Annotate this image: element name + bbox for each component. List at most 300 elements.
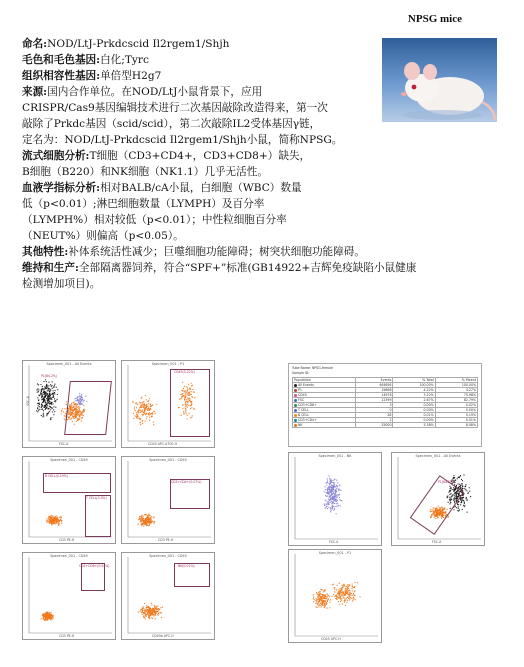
event-dot bbox=[53, 409, 54, 410]
event-dot bbox=[329, 496, 330, 497]
stat-total-cell: 100.00% bbox=[393, 383, 435, 388]
event-dot bbox=[141, 521, 142, 522]
event-dot bbox=[345, 591, 346, 592]
event-dot bbox=[336, 501, 337, 502]
event-dot bbox=[460, 486, 461, 487]
event-dot bbox=[462, 486, 463, 487]
event-dot bbox=[141, 518, 142, 519]
event-dot bbox=[136, 416, 137, 417]
event-dot bbox=[359, 596, 360, 597]
event-dot bbox=[158, 610, 159, 611]
event-dot bbox=[335, 494, 336, 495]
event-dot bbox=[42, 395, 43, 396]
event-dot bbox=[49, 612, 50, 613]
spec-coat: 毛色和毛色基因:白化;Tyrc bbox=[22, 54, 149, 66]
event-dot bbox=[43, 413, 44, 414]
event-dot bbox=[328, 503, 329, 504]
event-dot bbox=[143, 401, 144, 402]
event-dot bbox=[149, 617, 150, 618]
event-dot bbox=[149, 618, 150, 619]
gate-t-cell bbox=[85, 495, 111, 537]
event-dot bbox=[320, 591, 321, 592]
event-dot bbox=[51, 524, 52, 525]
event-dot bbox=[330, 508, 331, 509]
event-dot bbox=[140, 410, 141, 411]
population-color-icon bbox=[294, 409, 297, 412]
event-dot bbox=[323, 590, 324, 591]
event-dot bbox=[140, 412, 141, 413]
event-dot bbox=[53, 522, 54, 523]
event-dot bbox=[143, 414, 144, 415]
event-dot bbox=[42, 615, 43, 616]
event-dot bbox=[56, 387, 57, 388]
event-dot bbox=[51, 407, 52, 408]
event-dot bbox=[48, 400, 49, 401]
event-dot bbox=[146, 399, 147, 400]
event-dot bbox=[324, 504, 325, 505]
event-dot bbox=[460, 499, 461, 500]
event-dot bbox=[46, 414, 47, 415]
event-dot bbox=[342, 587, 343, 588]
event-dot bbox=[50, 418, 51, 419]
event-dot bbox=[351, 593, 352, 594]
stat-total-cell: 3.22% bbox=[393, 393, 435, 398]
plot-title: Specimen_001 - CD45 bbox=[50, 458, 88, 462]
event-dot bbox=[335, 486, 336, 487]
event-dot bbox=[139, 407, 140, 408]
event-dot bbox=[41, 618, 42, 619]
event-dot bbox=[330, 511, 331, 512]
event-dot bbox=[37, 411, 38, 412]
event-dot bbox=[149, 610, 150, 611]
x-axis-label: CD45 APC-H bbox=[321, 637, 341, 641]
event-dot bbox=[52, 617, 53, 618]
event-dot bbox=[146, 514, 147, 515]
event-dot bbox=[330, 507, 331, 508]
event-dot bbox=[326, 507, 327, 508]
event-dot bbox=[340, 588, 341, 589]
event-dot bbox=[55, 523, 56, 524]
event-dot bbox=[464, 503, 465, 504]
event-dot bbox=[48, 408, 49, 409]
event-dot bbox=[144, 610, 145, 611]
event-dot bbox=[150, 406, 151, 407]
event-dot bbox=[460, 498, 461, 499]
event-dot bbox=[142, 423, 143, 424]
event-dot bbox=[467, 499, 468, 500]
event-dot bbox=[328, 475, 329, 476]
event-dot bbox=[132, 401, 133, 402]
stat-parent-cell: 0.19% bbox=[435, 413, 477, 418]
event-dot bbox=[455, 506, 456, 507]
event-dot bbox=[149, 412, 150, 413]
x-axis-label: CD49b APC-H bbox=[152, 634, 174, 638]
event-dot bbox=[49, 403, 50, 404]
flow-plot-nk bbox=[121, 552, 215, 640]
event-dot bbox=[139, 419, 140, 420]
event-dot bbox=[41, 404, 42, 405]
event-dot bbox=[338, 495, 339, 496]
event-dot bbox=[153, 610, 154, 611]
event-dot bbox=[147, 517, 148, 518]
event-dot bbox=[338, 494, 339, 495]
gate-cd45 bbox=[170, 369, 210, 437]
event-dot bbox=[146, 518, 147, 519]
event-dot bbox=[337, 497, 338, 498]
event-dot bbox=[351, 595, 352, 596]
y-axis-label: SSC-A bbox=[25, 396, 30, 406]
event-dot bbox=[466, 498, 467, 499]
event-dot bbox=[142, 421, 143, 422]
event-dot bbox=[42, 402, 43, 403]
event-dot bbox=[38, 384, 39, 385]
event-dot bbox=[137, 404, 138, 405]
event-dot bbox=[336, 503, 337, 504]
event-dot bbox=[328, 487, 329, 488]
event-dot bbox=[57, 389, 58, 390]
event-dot bbox=[63, 411, 64, 412]
event-dot bbox=[316, 593, 317, 594]
event-dot bbox=[334, 588, 335, 589]
event-dot bbox=[136, 414, 137, 415]
event-dot bbox=[47, 611, 48, 612]
event-dot bbox=[46, 612, 47, 613]
event-dot bbox=[336, 488, 337, 489]
event-dot bbox=[137, 418, 138, 419]
event-dot bbox=[460, 504, 461, 505]
population-color-icon bbox=[294, 394, 297, 397]
population-name: CD3+CD8+ bbox=[298, 403, 317, 407]
event-dot bbox=[155, 608, 156, 609]
population-name: CD45 bbox=[298, 393, 307, 397]
event-dot bbox=[332, 505, 333, 506]
event-dot bbox=[145, 408, 146, 409]
event-dot bbox=[154, 605, 155, 606]
event-dot bbox=[325, 605, 326, 606]
event-dot bbox=[47, 386, 48, 387]
event-dot bbox=[461, 483, 462, 484]
event-dot bbox=[352, 590, 353, 591]
event-dot bbox=[341, 585, 342, 586]
event-dot bbox=[453, 509, 454, 510]
event-dot bbox=[142, 608, 143, 609]
event-dot bbox=[326, 492, 327, 493]
event-dot bbox=[151, 522, 152, 523]
event-dot bbox=[340, 490, 341, 491]
event-dot bbox=[153, 517, 154, 518]
event-dot bbox=[333, 501, 334, 502]
event-dot bbox=[339, 583, 340, 584]
event-dot bbox=[45, 394, 46, 395]
event-dot bbox=[322, 604, 323, 605]
event-dot bbox=[338, 505, 339, 506]
event-dot bbox=[317, 599, 318, 600]
event-dot bbox=[44, 398, 45, 399]
event-dot bbox=[332, 501, 333, 502]
event-dot bbox=[330, 483, 331, 484]
event-dot bbox=[58, 524, 59, 525]
population-name: P1 bbox=[298, 388, 302, 392]
event-dot bbox=[334, 508, 335, 509]
event-dot bbox=[141, 525, 142, 526]
event-dot bbox=[341, 588, 342, 589]
event-dot bbox=[335, 506, 336, 507]
event-dot bbox=[325, 508, 326, 509]
event-dot bbox=[345, 589, 346, 590]
event-dot bbox=[47, 520, 48, 521]
event-dot bbox=[61, 413, 62, 414]
event-dot bbox=[47, 620, 48, 621]
event-dot bbox=[61, 411, 62, 412]
event-dot bbox=[458, 483, 459, 484]
event-dot bbox=[135, 410, 136, 411]
event-dot bbox=[46, 384, 47, 385]
event-dot bbox=[144, 413, 145, 414]
flow-plot-cd45 bbox=[288, 549, 382, 643]
event-dot bbox=[347, 591, 348, 592]
stat-parent-cell: 82.79% bbox=[435, 398, 477, 403]
event-dot bbox=[50, 397, 51, 398]
event-dot bbox=[55, 407, 56, 408]
stat-total-cell: 2.67% bbox=[393, 398, 435, 403]
population-color-icon bbox=[294, 424, 297, 427]
population-name: CD3+CD4+ bbox=[298, 418, 317, 422]
event-dot bbox=[143, 613, 144, 614]
event-dot bbox=[336, 596, 337, 597]
event-dot bbox=[313, 597, 314, 598]
event-dot bbox=[329, 478, 330, 479]
event-dot bbox=[330, 599, 331, 600]
event-dot bbox=[340, 601, 341, 602]
event-dot bbox=[320, 605, 321, 606]
event-dot bbox=[51, 517, 52, 518]
event-dot bbox=[328, 501, 329, 502]
event-dot bbox=[141, 407, 142, 408]
event-dot bbox=[46, 404, 47, 405]
event-dot bbox=[159, 609, 160, 610]
event-dot bbox=[333, 484, 334, 485]
event-dot bbox=[134, 408, 135, 409]
event-dot bbox=[142, 414, 143, 415]
event-dot bbox=[38, 403, 39, 404]
event-dot bbox=[151, 610, 152, 611]
stat-parent-cell: 4.27% bbox=[435, 388, 477, 393]
event-dot bbox=[144, 514, 145, 515]
stat-total-cell: 0.00% bbox=[393, 408, 435, 413]
event-dot bbox=[53, 406, 54, 407]
event-dot bbox=[327, 495, 328, 496]
event-dot bbox=[151, 617, 152, 618]
event-dot bbox=[51, 614, 52, 615]
event-dot bbox=[335, 490, 336, 491]
event-dot bbox=[42, 405, 43, 406]
event-dot bbox=[46, 522, 47, 523]
event-dot bbox=[455, 480, 456, 481]
event-dot bbox=[155, 614, 156, 615]
x-axis-label: CD45 APC-A700-H bbox=[148, 442, 177, 446]
event-dot bbox=[147, 613, 148, 614]
event-dot bbox=[148, 408, 149, 409]
event-dot bbox=[150, 517, 151, 518]
event-dot bbox=[329, 489, 330, 490]
event-dot bbox=[43, 381, 44, 382]
event-dot bbox=[37, 392, 38, 393]
event-dot bbox=[45, 387, 46, 388]
event-dot bbox=[339, 499, 340, 500]
event-dot bbox=[327, 508, 328, 509]
stat-total-cell: 0.00% bbox=[393, 403, 435, 408]
event-dot bbox=[346, 602, 347, 603]
event-dot bbox=[48, 385, 49, 386]
event-dot bbox=[54, 398, 55, 399]
event-dot bbox=[50, 615, 51, 616]
event-dot bbox=[150, 404, 151, 405]
x-axis-label: FSC-A bbox=[329, 540, 339, 544]
event-dot bbox=[331, 494, 332, 495]
event-dot bbox=[331, 498, 332, 499]
event-dot bbox=[462, 488, 463, 489]
event-dot bbox=[146, 407, 147, 408]
plot-title: Specimen_001 - CD45 bbox=[149, 554, 187, 558]
event-dot bbox=[139, 517, 140, 518]
event-dot bbox=[157, 606, 158, 607]
event-dot bbox=[336, 495, 337, 496]
event-dot bbox=[45, 615, 46, 616]
event-dot bbox=[340, 505, 341, 506]
event-dot bbox=[332, 509, 333, 510]
event-dot bbox=[347, 584, 348, 585]
event-dot bbox=[463, 493, 464, 494]
event-dot bbox=[331, 503, 332, 504]
event-dot bbox=[348, 592, 349, 593]
event-dot bbox=[142, 402, 143, 403]
event-dot bbox=[45, 616, 46, 617]
event-dot bbox=[353, 598, 354, 599]
event-dot bbox=[51, 386, 52, 387]
event-dot bbox=[333, 594, 334, 595]
event-dot bbox=[59, 521, 60, 522]
event-dot bbox=[321, 598, 322, 599]
event-dot bbox=[55, 390, 56, 391]
event-dot bbox=[37, 397, 38, 398]
event-dot bbox=[152, 413, 153, 414]
stat-events-cell: 0 bbox=[356, 408, 393, 413]
event-dot bbox=[329, 500, 330, 501]
event-dot bbox=[40, 392, 41, 393]
event-dot bbox=[327, 596, 328, 597]
event-dot bbox=[42, 386, 43, 387]
event-dot bbox=[453, 475, 454, 476]
flow-plot-all-events-2 bbox=[391, 452, 485, 546]
stat-events-cell: 19668 bbox=[356, 388, 393, 393]
event-dot bbox=[319, 599, 320, 600]
event-dot bbox=[52, 403, 53, 404]
event-dot bbox=[157, 614, 158, 615]
stat-events-cell: 2 bbox=[356, 418, 393, 423]
event-dot bbox=[338, 597, 339, 598]
event-dot bbox=[318, 598, 319, 599]
event-dot bbox=[336, 491, 337, 492]
event-dot bbox=[141, 397, 142, 398]
event-dot bbox=[53, 414, 54, 415]
event-dot bbox=[136, 407, 137, 408]
event-dot bbox=[141, 517, 142, 518]
event-dot bbox=[51, 417, 52, 418]
event-dot bbox=[148, 525, 149, 526]
event-dot bbox=[152, 614, 153, 615]
flow-plot-nk-scatter bbox=[288, 452, 382, 546]
event-dot bbox=[335, 492, 336, 493]
event-dot bbox=[324, 591, 325, 592]
event-dot bbox=[462, 509, 463, 510]
event-dot bbox=[320, 597, 321, 598]
event-dot bbox=[51, 522, 52, 523]
page-title: NPSG mice bbox=[407, 13, 462, 25]
event-dot bbox=[317, 603, 318, 604]
flow-plot-cd8 bbox=[22, 552, 116, 640]
event-dot bbox=[464, 506, 465, 507]
event-dot bbox=[38, 391, 39, 392]
event-dot bbox=[333, 482, 334, 483]
event-dot bbox=[144, 522, 145, 523]
event-dot bbox=[50, 389, 51, 390]
event-dot bbox=[333, 491, 334, 492]
event-dot bbox=[54, 393, 55, 394]
event-dot bbox=[336, 480, 337, 481]
event-dot bbox=[139, 611, 140, 612]
event-dot bbox=[333, 584, 334, 585]
event-dot bbox=[334, 484, 335, 485]
event-dot bbox=[333, 480, 334, 481]
event-dot bbox=[50, 518, 51, 519]
event-dot bbox=[49, 396, 50, 397]
event-dot bbox=[41, 409, 42, 410]
event-dot bbox=[339, 594, 340, 595]
event-dot bbox=[49, 391, 50, 392]
event-dot bbox=[325, 598, 326, 599]
event-dot bbox=[344, 602, 345, 603]
event-dot bbox=[342, 594, 343, 595]
sample-id: Sample ID: bbox=[292, 371, 310, 375]
event-dot bbox=[145, 395, 146, 396]
event-dot bbox=[56, 517, 57, 518]
event-dot bbox=[458, 501, 459, 502]
event-dot bbox=[141, 524, 142, 525]
event-dot bbox=[334, 487, 335, 488]
plot-axes bbox=[295, 457, 378, 539]
event-dot bbox=[349, 592, 350, 593]
event-dot bbox=[447, 517, 448, 518]
event-dot bbox=[328, 492, 329, 493]
event-dot bbox=[333, 495, 334, 496]
event-dot bbox=[150, 615, 151, 616]
event-dot bbox=[324, 499, 325, 500]
event-dot bbox=[339, 489, 340, 490]
event-dot bbox=[146, 607, 147, 608]
event-dot bbox=[142, 409, 143, 410]
event-dot bbox=[144, 611, 145, 612]
event-dot bbox=[326, 503, 327, 504]
event-dot bbox=[142, 415, 143, 416]
event-dot bbox=[51, 399, 52, 400]
gate-label: P1(84.2%) bbox=[438, 480, 455, 484]
event-dot bbox=[321, 594, 322, 595]
event-dot bbox=[338, 490, 339, 491]
event-dot bbox=[57, 394, 58, 395]
event-dot bbox=[354, 586, 355, 587]
event-dot bbox=[140, 419, 141, 420]
event-dot bbox=[336, 589, 337, 590]
